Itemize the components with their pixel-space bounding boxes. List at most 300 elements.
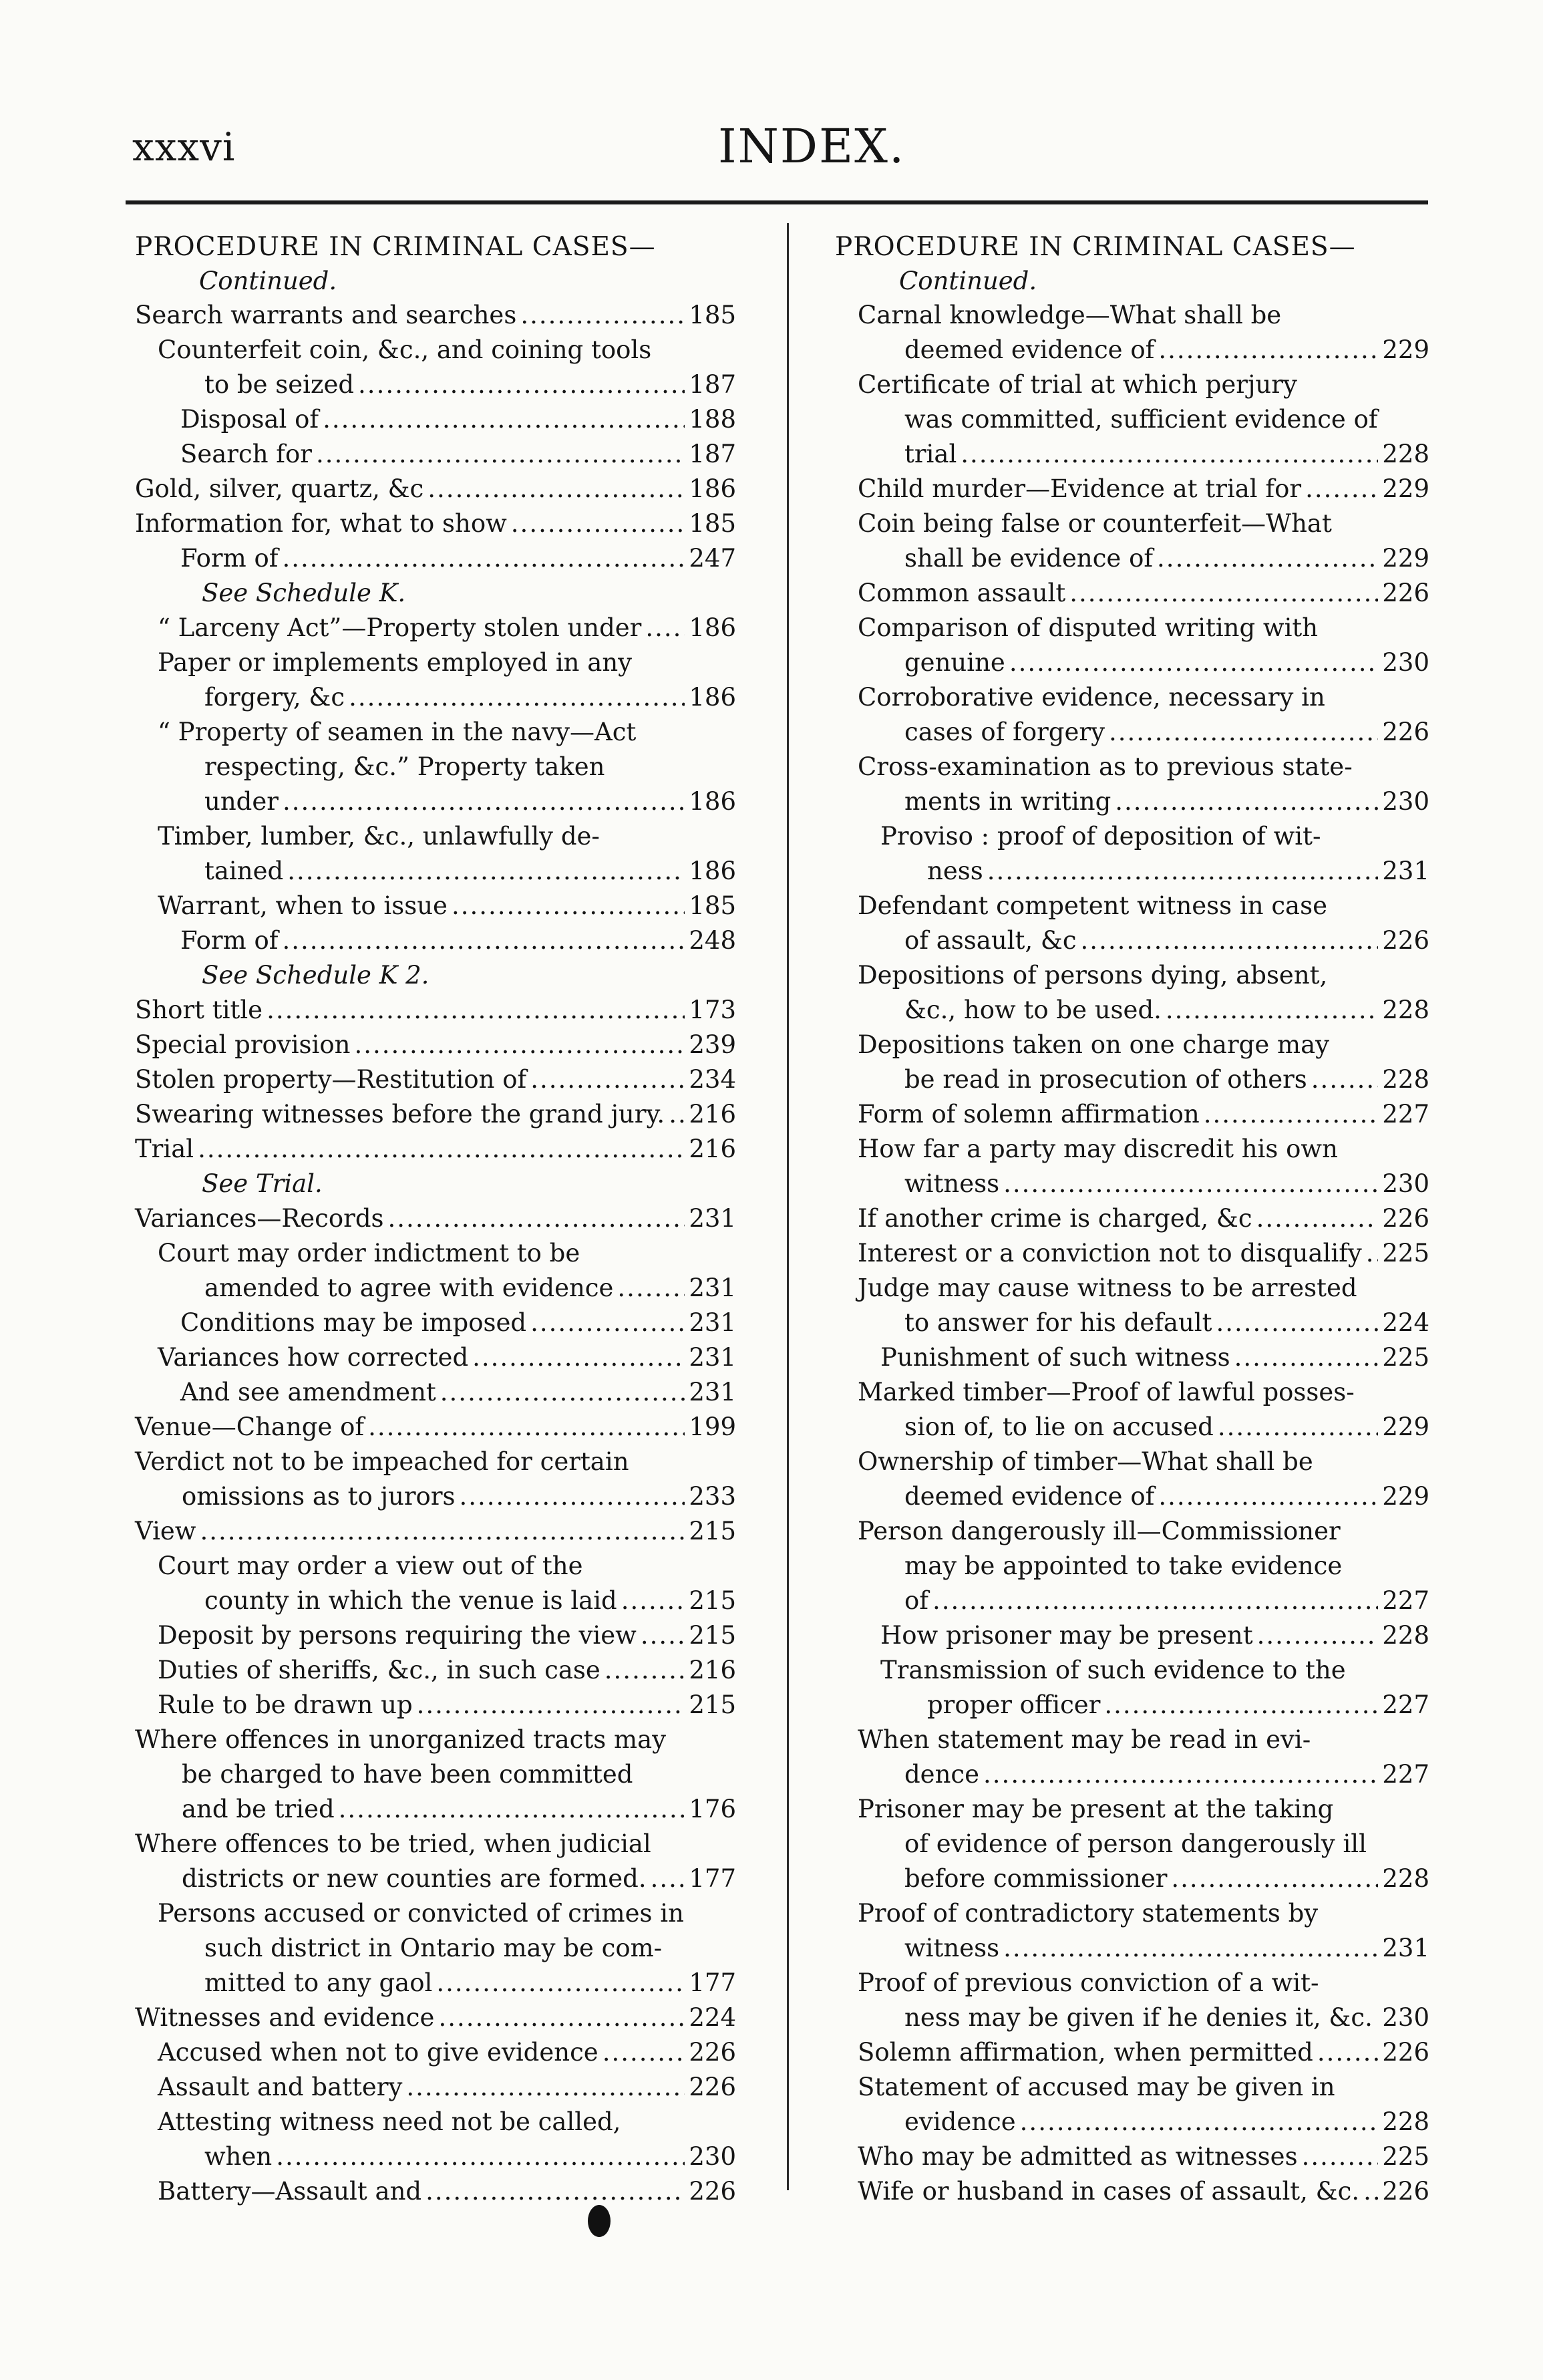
entry-line [858, 1931, 1429, 1966]
entry-text: Where offences to be tried, when judicial [135, 1829, 651, 1858]
index-entry [135, 1306, 736, 1340]
entry-page-number: 185 [689, 301, 736, 329]
entry-line [202, 958, 736, 993]
entry-line [858, 1827, 1429, 1862]
entry-line [135, 1097, 736, 1132]
leader-dots [1256, 1201, 1379, 1236]
entry-text: deemed evidence of [904, 1482, 1155, 1511]
leader-dots [1216, 1306, 1379, 1340]
entry-page-number: 231 [689, 1343, 736, 1372]
entry-line [880, 1688, 1429, 1723]
leader-dots [460, 1479, 685, 1514]
entry-page-number: 215 [689, 1517, 736, 1545]
index-entry [835, 1896, 1429, 1966]
entry-text: Transmission of such evidence to the [880, 1656, 1346, 1684]
index-entry [835, 1653, 1429, 1723]
entry-line [858, 889, 1429, 923]
entry-text: Warrant, when to issue [158, 891, 448, 920]
entry-line [135, 1062, 736, 1097]
leader-dots [287, 854, 685, 889]
leader-dots [354, 1028, 685, 1062]
leader-dots [1363, 2174, 1378, 2209]
entry-line [158, 611, 736, 645]
entry-text: Cross-examination as to previous state- [858, 752, 1353, 781]
leader-dots [1377, 2000, 1379, 2035]
entry-page-number: 226 [689, 2073, 736, 2101]
entry-line [135, 1514, 736, 1549]
index-entry [135, 1514, 736, 1549]
entry-line [158, 367, 736, 402]
entry-text: Form of [180, 926, 279, 955]
entry-page-number: 228 [1382, 996, 1429, 1024]
entry-line [858, 1132, 1429, 1167]
entry-page-number: 215 [689, 1690, 736, 1719]
index-entry [135, 333, 736, 402]
entry-line [858, 750, 1429, 784]
entry-text: Paper or implements employed in any [158, 648, 633, 677]
entry-line [858, 2000, 1429, 2035]
entry-text: Coin being false or counterfeit—What [858, 509, 1332, 538]
entry-page-number: 226 [689, 2038, 736, 2067]
entry-text: Comparison of disputed writing with [858, 613, 1319, 642]
entry-text: may be appointed to take evidence [904, 1551, 1343, 1580]
entry-page-number: 216 [689, 1135, 736, 1163]
entry-text: Deposit by persons requiring the view [158, 1621, 637, 1650]
entry-line [858, 1097, 1429, 1132]
index-entry [135, 1340, 736, 1375]
leader-dots [1204, 1097, 1379, 1132]
index-entry [835, 889, 1429, 958]
leader-dots [1218, 1410, 1379, 1445]
entry-text: Judge may cause witness to be arrested [858, 1274, 1357, 1302]
entry-line [858, 715, 1429, 750]
index-entry [835, 1723, 1429, 1792]
entry-line [158, 1966, 736, 2000]
index-entry [835, 750, 1429, 819]
entry-page-number: 186 [689, 683, 736, 712]
entry-text: Variances how corrected [158, 1343, 469, 1372]
entry-text: Variances—Records [135, 1204, 384, 1233]
entry-text: Certificate of trial at which perjury [858, 370, 1297, 399]
leader-dots [961, 437, 1378, 472]
leader-dots [530, 1306, 685, 1340]
index-entry [135, 958, 736, 993]
entry-page-number: 226 [1382, 579, 1429, 607]
entry-line [158, 1549, 736, 1584]
leader-dots [1234, 1340, 1379, 1375]
entry-page-number: 230 [1382, 2003, 1429, 2032]
leader-dots [323, 402, 685, 437]
entry-text: Search warrants and searches [135, 301, 517, 329]
leader-dots [1366, 1236, 1379, 1271]
entry-line [880, 1653, 1429, 1688]
entry-text: dence [904, 1760, 980, 1789]
left-index-column [135, 230, 736, 2209]
leader-dots [438, 2000, 685, 2035]
entry-page-number: 225 [1382, 2142, 1429, 2171]
entry-page-number: 216 [689, 1100, 736, 1129]
entry-line [858, 1966, 1429, 2000]
entry-page-number: 226 [1382, 718, 1429, 746]
index-entry [135, 1375, 736, 1410]
leader-dots [417, 1688, 685, 1723]
entry-text: Common assault [858, 579, 1066, 607]
index-entry [835, 2035, 1429, 2070]
entry-line [158, 1584, 736, 1618]
leader-dots [1166, 993, 1378, 1028]
entry-text: proper officer [927, 1690, 1101, 1719]
entry-text: Ownership of timber—What shall be [858, 1447, 1313, 1476]
index-entry [135, 993, 736, 1028]
entry-text: Solemn affirmation, when permitted [858, 2038, 1313, 2067]
entry-page-number: 239 [689, 1030, 736, 1059]
index-entry [135, 1723, 736, 1827]
entry-line [202, 1167, 736, 1201]
leader-dots [316, 437, 685, 472]
entry-line [858, 506, 1429, 541]
leader-dots [1171, 1862, 1378, 1896]
entry-line [158, 750, 736, 784]
entry-text: ness [927, 857, 983, 885]
entry-text: genuine [904, 648, 1005, 677]
entry-page-number: 226 [1382, 2038, 1429, 2067]
entry-line [135, 1132, 736, 1167]
entry-text: omissions as to jurors [182, 1482, 456, 1511]
entry-text: under [204, 787, 279, 816]
entry-page-number: 185 [689, 509, 736, 538]
ink-blot [588, 2205, 611, 2237]
entry-line [158, 1618, 736, 1653]
leader-dots [276, 2139, 685, 2174]
entry-text: Timber, lumber, &c., unlawfully de- [158, 822, 600, 851]
entry-page-number: 199 [689, 1412, 736, 1441]
entry-text: Court may order a view out of the [158, 1551, 583, 1580]
entry-line [158, 1931, 736, 1966]
entry-line [858, 1479, 1429, 1514]
index-entry [135, 1201, 736, 1236]
index-entry [835, 1097, 1429, 1132]
index-entry [135, 2000, 736, 2035]
header-rule [126, 200, 1428, 204]
index-entry [135, 2070, 736, 2105]
entry-line [880, 819, 1429, 854]
index-entry [835, 2174, 1429, 2209]
leader-dots [1104, 1688, 1378, 1723]
leader-dots [1109, 715, 1378, 750]
entry-page-number: 224 [689, 2003, 736, 2032]
entry-text: Venue—Change of [135, 1412, 365, 1441]
entry-page-number: 227 [1382, 1586, 1429, 1615]
entry-text: Where offences in unorganized tracts may [135, 1725, 667, 1754]
entry-text: Form of solemn affirmation [858, 1100, 1200, 1129]
entry-text: mitted to any gaol [204, 1968, 433, 1997]
entry-text: See Schedule K 2. [202, 961, 430, 990]
entry-line [858, 784, 1429, 819]
column-subheading: Continued. [899, 267, 1037, 295]
index-entry [135, 819, 736, 889]
index-entry [835, 1375, 1429, 1445]
entry-line [158, 645, 736, 680]
entry-text: when [204, 2142, 273, 2171]
entry-line [858, 472, 1429, 506]
leader-dots [1158, 333, 1378, 367]
index-entry [835, 1618, 1429, 1653]
index-entry [135, 402, 736, 437]
entry-line [135, 1792, 736, 1827]
entry-line [158, 1653, 736, 1688]
leader-dots [358, 367, 685, 402]
leader-dots [1020, 2105, 1379, 2139]
entry-text: Swearing witnesses before the grand jury. [135, 1100, 665, 1129]
entry-page-number: 231 [689, 1274, 736, 1302]
index-entry [135, 506, 736, 541]
index-entries [135, 298, 736, 2209]
entry-line [858, 333, 1429, 367]
index-entry [135, 611, 736, 645]
entry-text: Depositions taken on one charge may [858, 1030, 1330, 1059]
entry-line [858, 1028, 1429, 1062]
column-heading: PROCEDURE IN CRIMINAL CASES— [135, 232, 656, 262]
entry-text: Proviso : proof of deposition of wit- [880, 822, 1321, 851]
entry-line [858, 2174, 1429, 2209]
leader-dots [987, 854, 1379, 889]
column-heading: PROCEDURE IN CRIMINAL CASES— [835, 232, 1356, 262]
entry-page-number: 225 [1382, 1239, 1429, 1268]
index-entry [135, 1549, 736, 1618]
entry-page-number: 247 [689, 544, 736, 573]
entry-line [858, 680, 1429, 715]
entry-text: And see amendment [180, 1378, 436, 1406]
entry-line [158, 1896, 736, 1931]
entry-text: Duties of sheriffs, &c., in such case [158, 1656, 601, 1684]
entry-line [158, 2070, 736, 2105]
entry-text: Depositions of persons dying, absent, [858, 961, 1328, 990]
leader-dots [436, 1966, 685, 2000]
leader-dots [452, 889, 685, 923]
entry-text: See Schedule K. [202, 579, 406, 607]
entry-text: be read in prosecution of others [904, 1065, 1307, 1094]
index-entry [135, 889, 736, 923]
entry-page-number: 229 [1382, 1482, 1429, 1511]
entry-line [158, 333, 736, 367]
entry-text: witness [904, 1169, 1000, 1198]
entry-line [858, 1896, 1429, 1931]
entry-page-number: 227 [1382, 1690, 1429, 1719]
entry-text: be charged to have been committed [182, 1760, 633, 1789]
index-entry [135, 1827, 736, 1896]
entry-line [180, 1306, 736, 1340]
index-entry [135, 472, 736, 506]
leader-dots [1003, 1167, 1378, 1201]
index-entry [835, 1132, 1429, 1201]
leader-dots [427, 472, 685, 506]
leader-dots [520, 298, 685, 333]
entry-text: Counterfeit coin, &c., and coining tools [158, 335, 652, 364]
leader-dots [605, 1653, 685, 1688]
entry-text: Battery—Assault and [158, 2177, 422, 2206]
leader-dots [983, 1757, 1378, 1792]
entry-line [158, 2174, 736, 2209]
entry-text: forgery, &c [204, 683, 345, 712]
entry-text: to be seized [204, 370, 355, 399]
entry-line [858, 1723, 1429, 1757]
entry-text: deemed evidence of [904, 335, 1155, 364]
entry-line [858, 2105, 1429, 2139]
index-entry [835, 1271, 1429, 1340]
index-entry [835, 1445, 1429, 1514]
entry-page-number: 228 [1382, 2107, 1429, 2136]
entry-page-number: 234 [689, 1065, 736, 1094]
entry-line [158, 889, 736, 923]
entry-line [858, 1514, 1429, 1549]
entry-text: county in which the venue is laid [204, 1586, 617, 1615]
leader-dots [282, 923, 685, 958]
entry-text: Gold, silver, quartz, &c [135, 474, 424, 503]
entry-page-number: 173 [689, 996, 736, 1024]
entry-line [158, 819, 736, 854]
entry-page-number: 226 [1382, 2177, 1429, 2206]
entry-page-number: 229 [1382, 1412, 1429, 1441]
index-entry [135, 1410, 736, 1445]
index-entry [135, 1896, 736, 2000]
entry-line [135, 298, 736, 333]
index-entry [135, 1653, 736, 1688]
entry-text: Carnal knowledge—What shall be [858, 301, 1282, 329]
entry-text: Proof of contradictory statements by [858, 1899, 1319, 1928]
entry-line [858, 923, 1429, 958]
index-entry [835, 1028, 1429, 1097]
entry-page-number: 229 [1382, 474, 1429, 503]
entry-page-number: 228 [1382, 1621, 1429, 1650]
entry-line [858, 1236, 1429, 1271]
entry-line [858, 367, 1429, 402]
index-entry [135, 645, 736, 715]
entry-page-number: 229 [1382, 544, 1429, 573]
index-entry [835, 1201, 1429, 1236]
leader-dots [530, 1062, 685, 1097]
entry-line [158, 1340, 736, 1375]
entry-line [180, 1375, 736, 1410]
leader-dots [1257, 1618, 1379, 1653]
entry-line [158, 715, 736, 750]
index-entry [135, 1167, 736, 1201]
entry-page-number: 186 [689, 613, 736, 642]
entry-page-number: 226 [1382, 926, 1429, 955]
entry-text: before commissioner [904, 1864, 1168, 1893]
entry-line [858, 437, 1429, 472]
index-entry [135, 576, 736, 611]
entry-line [158, 680, 736, 715]
entry-line [202, 576, 736, 611]
column-divider [787, 223, 789, 2190]
entry-text: Trial [135, 1135, 194, 1163]
entry-text: such district in Ontario may be com- [204, 1934, 663, 1962]
entry-line [858, 1271, 1429, 1306]
entry-text: Prisoner may be present at the taking [858, 1795, 1334, 1823]
index-entry [835, 576, 1429, 611]
entry-text: Accused when not to give evidence [158, 2038, 598, 2067]
leader-dots [368, 1410, 685, 1445]
leader-dots [1158, 1479, 1378, 1514]
index-entry [135, 541, 736, 576]
entry-text: Proof of previous conviction of a wit- [858, 1968, 1319, 1997]
index-entry [135, 298, 736, 333]
entry-page-number: 177 [689, 1864, 736, 1893]
entry-text: Short title [135, 996, 263, 1024]
entry-text: “ Larceny Act”—Property stolen under [158, 613, 642, 642]
entry-line [858, 1757, 1429, 1792]
entry-text: Who may be admitted as witnesses [858, 2142, 1298, 2171]
entry-line [858, 1201, 1429, 1236]
leader-dots [932, 1584, 1378, 1618]
entry-text: Assault and battery [158, 2073, 403, 2101]
index-entry [135, 1236, 736, 1306]
leader-dots [645, 611, 685, 645]
index-entry [835, 1340, 1429, 1375]
entry-text: Marked timber—Proof of lawful posses- [858, 1378, 1355, 1406]
entry-text: Information for, what to show [135, 509, 507, 538]
entry-line [880, 1618, 1429, 1653]
index-entry [835, 1514, 1429, 1618]
leader-dots [1305, 472, 1378, 506]
entry-page-number: 228 [1382, 1065, 1429, 1094]
index-entry [835, 819, 1429, 889]
entry-line [135, 472, 736, 506]
entry-line [180, 923, 736, 958]
entry-text: Persons accused or convicted of crimes in [158, 1899, 684, 1928]
index-entry [135, 1097, 736, 1132]
entry-line [135, 1723, 736, 1757]
entry-page-number: 231 [689, 1204, 736, 1233]
entry-text: Person dangerously ill—Commissioner [858, 1517, 1341, 1545]
leader-dots [1311, 1062, 1379, 1097]
entry-line [858, 1410, 1429, 1445]
leader-dots [1081, 923, 1379, 958]
entry-line [858, 1584, 1429, 1618]
entry-page-number: 187 [689, 370, 736, 399]
leader-dots [617, 1271, 685, 1306]
entry-line [858, 1306, 1429, 1340]
index-entry [835, 506, 1429, 576]
leader-dots [283, 784, 685, 819]
entry-line [135, 1028, 736, 1062]
entry-line [158, 1688, 736, 1723]
entry-text: Special provision [135, 1030, 351, 1059]
entry-page-number: 230 [1382, 1169, 1429, 1198]
index-entry [135, 1028, 736, 1062]
entry-text: See Trial. [202, 1169, 323, 1198]
entry-line [135, 1201, 736, 1236]
entry-page-number: 187 [689, 440, 736, 468]
entry-line [858, 1167, 1429, 1201]
entry-page-number: 228 [1382, 440, 1429, 468]
entry-text: &c., how to be used. [904, 996, 1162, 1024]
entry-page-number: 225 [1382, 1343, 1429, 1372]
entry-line [858, 1062, 1429, 1097]
entry-text: districts or new counties are formed. [182, 1864, 647, 1893]
entry-text: Corroborative evidence, necessary in [858, 683, 1325, 712]
entry-text: amended to agree with evidence [204, 1274, 614, 1302]
entry-page-number: 231 [1382, 857, 1429, 885]
index-entry [135, 1688, 736, 1723]
leader-dots [472, 1340, 685, 1375]
entry-page-number: 186 [689, 474, 736, 503]
entry-line [135, 1410, 736, 1445]
entry-line [858, 1549, 1429, 1584]
entry-line [180, 402, 736, 437]
index-entry [135, 923, 736, 958]
index-entry [835, 2139, 1429, 2174]
